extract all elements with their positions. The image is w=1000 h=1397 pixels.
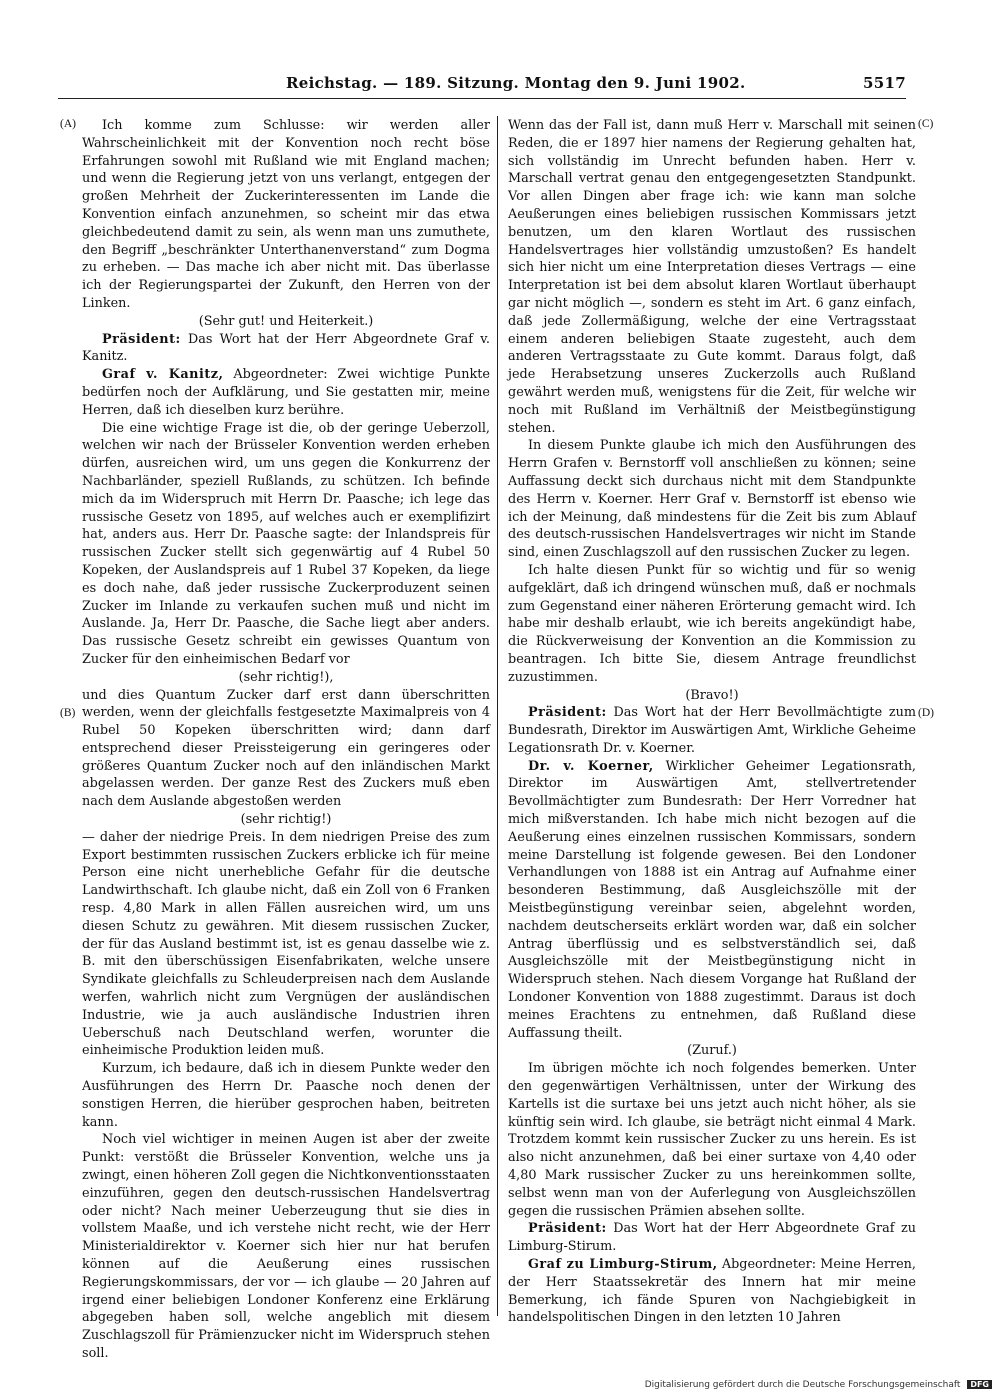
paragraph: Die eine wichtige Frage ist die, ob der geringe Ueberzoll, welchen wir nach der Brüsseler Konvention werden erheben dürfen, ausreichen wird, um uns gegen die Konkurrenz der Nachbarländer, speziell Rußlands, zu schützen. Ich befinde mich da im Widerspruch mit Herrn Dr. Paasche; ich lege das russische Gesetz von 1895, auf welches auch er exemplifizirt hat, anders aus. Herr Dr. Paasche sagte: der Inlandspreis für russischen Zucker stellt sich gegenwärtig auf 4 Rubel 50 Kopeken, der Auslandspreis auf 1 Rubel 37 Kopeken, da liege es doch nahe, daß jeder russische Zuckerproduzent seinen Zucker im Inlande zu verkaufen suchen muß und nicht im Auslande. Ja, Herr Dr. Paasche, die Sache liegt aber anders. Das russische Gesetz schreibt ein gewisses Quantum von Zucker für den einheimischen Bedarf vor [82, 420, 490, 667]
paragraph: Ich komme zum Schlusse: wir werden aller Wahrscheinlichkeit mit der Konvention noch recht böse Erfahrungen sowohl mit Rußland wie mit England machen; und wenn die Regierung jetzt von uns verlangt, entgegen der großen Mehrheit der Zuckerinteressenten im Lande die Konvention einfach anzunehmen, so scheint mir das etwa gleichbedeutend damit zu sein, als wenn man uns zumuthete, den Begriff „beschränkter Unterthanenverstand“ zum Dogma zu erheben. — Das mache ich aber nicht mit. Das überlasse ich der Regierungspartei der Zukunft, den Herren von der Linken. [82, 118, 490, 311]
interjection: (Zuruf.) [687, 1043, 737, 1059]
margin-mark-a: (A) [60, 118, 76, 130]
right-column [508, 117, 916, 1326]
left-column [82, 117, 490, 1361]
paragraph: Noch viel wichtiger in meinen Augen ist aber der zweite Punkt: verstößt die Brüsseler Konvention, welche uns ja zwingt, einen höheren Zoll gegen die Nichtkonventionsstaaten einzuführen, gegen den deutsch-russischen Handelsvertrag oder nicht? Nach meiner Ueberzeugung thut sie dies in vollstem Maaße, und ich verstehe nicht recht, wie der Herr Ministerialdirektor v. Koerner sich hier nur hat berufen können auf die Aeußerung eines russischen Regierungskommissars, der vor — ich glaube — 20 Jahren auf irgend einer beliebigen Londoner Konferenz eine Erklärung abgegeben haben soll, welche angeblich mit diesem Zuschlagszoll für Prämienzucker nicht im Widerspruch stehen soll. [82, 1132, 490, 1361]
speaker-name: Präsident: [528, 705, 607, 721]
speaker-name: Präsident: [102, 331, 181, 347]
speaker-name: Graf v. Kanitz, [102, 367, 224, 383]
speaker-paragraph: Graf zu Limburg-Stirum, Abgeordneter: Meine Herren, der Herr Staatssekretär des Innern hat mir meine Bemerkung, ich fände Spuren von Nachgiebigkeit in handelspolitischen Dingen in den letzten 10 Jahren [508, 1257, 916, 1326]
speaker-paragraph: Präsident: Das Wort hat der Herr Bevollmächtigte zum Bundesrath, Direktor im Auswärtigen Amt, Wirkliche Geheime Legationsrath Dr. v. Koerner. [508, 705, 916, 756]
page-number: 5517 [863, 74, 906, 92]
column-divider [497, 116, 498, 1316]
speaker-paragraph: Dr. v. Koerner, Wirklicher Geheimer Legationsrath, Direktor im Auswärtigen Amt, stellvertretender Bevollmächtigter zum Bundesrath: Der Herr Vorredner hat mich mißverstanden. Ich habe mich nicht bezogen auf die Aeußerung eines einzelnen russischen Kommissars, sondern meine Darstellung ist folgende gewesen. Bei den Londoner Verhandlungen von 1888 ist ein Antrag auf Aufnahme einer besonderen Bestimmung, daß Ausgleichszölle mit der Meistbegünstigung vereinbar seien, abgelehnt worden, nachdem deutscherseits erklärt worden war, daß ein solcher Antrag überflüssig und es selbstverständlich sei, daß Ausgleichszölle mit der Meistbegünstigung nicht in Widerspruch stehen. Nach diesem Vorgange hat Rußland der Londoner Konvention von 1888 zugestimmt. Daraus ist doch meines Erachtens zu entnehmen, daß Rußland diese Auffassung theilt. [508, 758, 916, 1041]
paragraph: Ich halte diesen Punkt für so wichtig und für so wenig aufgeklärt, daß ich dringend wünschen muß, daß er nochmals zum Gegenstand einer näheren Erörterung gemacht wird. Ich habe mir deshalb erlaubt, wie ich bereits angekündigt habe, die Rückverweisung der Konvention an die Kommission zu beantragen. Ich bitte Sie, diesem Antrage freundlichst zuzustimmen. [508, 562, 916, 685]
interjection: (Sehr gut! und Heiterkeit.) [198, 313, 374, 329]
speaker-paragraph: Präsident: Das Wort hat der Herr Abgeordnete Graf v. Kanitz. [82, 331, 490, 365]
page-header [58, 72, 906, 96]
paragraph: Kurzum, ich bedaure, daß ich in diesem Punkte weder den Ausführungen des Herrn Dr. Paasche noch denen der sonstigen Herren, die hierüber gesprochen haben, beitreten kann. [82, 1061, 490, 1130]
speaker-name: Präsident: [528, 1221, 607, 1237]
paragraph: Wenn das der Fall ist, dann muß Herr v. Marschall mit seinen Reden, die er 1897 hier namens der Regierung gehalten hat, sich vollständig im Unrecht befunden haben. Herr v. Marschall vertrat genau den entgegengesetzten Standpunkt. Vor allen Dingen aber frage ich: wie kann man solche Aeußerungen eines beliebigen russischen Kommissars jetzt benutzen, um den klaren Wortlaut des russischen Handelsvertrages hier vollständig umzustoßen? Es handelt sich hier nicht um eine Interpretation dieses Vertrags — eine Interpretation ist bei dem absolut klaren Wortlaut überhaupt gar nicht möglich —, sondern es steht im Art. 6 ganz einfach, daß jede Zollermäßigung, welche der eine Vertragsstaat einem anderen beliebigen Staate zugesteht, auch dem anderen Vertragsstaate zu Gute kommt. Daraus folgt, daß jede Herabsetzung unseres Zuckerzolls auch Rußland gewährt werden muß, wenigstens für die Zeit, für welche wir noch mit Rußland im Verhältniß der Meistbegünstigung stehen. [508, 118, 916, 436]
interjection: (Bravo!) [685, 687, 739, 703]
speaker-name: Dr. v. Koerner, [528, 758, 654, 774]
margin-mark-b: (B) [60, 707, 76, 719]
interjection: (sehr richtig!) [240, 812, 332, 828]
speaker-paragraph: Graf v. Kanitz, Abgeordneter: Zwei wichtige Punkte bedürfen noch der Aufklärung, und Sie gestatten mir, meine Herren, daß ich dieselben kurz berühre. [82, 367, 490, 418]
running-title: Reichstag. — 189. Sitzung. Montag den 9. Juni 1902. [286, 74, 746, 92]
dfg-logo-icon: DFG [967, 1380, 992, 1389]
header-rule [58, 98, 906, 99]
footer-credit-text: Digitalisierung gefördert durch die Deutsche Forschungsgemeinschaft [644, 1380, 961, 1390]
speaker-name: Graf zu Limburg-Stirum, [528, 1257, 718, 1272]
speaker-paragraph: Präsident: Das Wort hat der Herr Abgeordnete Graf zu Limburg-Stirum. [508, 1221, 916, 1255]
footer-credit [645, 1380, 992, 1394]
paragraph: Im übrigen möchte ich noch folgendes bemerken. Unter den gegenwärtigen Verhältnissen, unter der Wirkung des Kartells ist die surtaxe bei uns jetzt auch nicht höher, als sie künftig sein wird. Ich glaube, sie beträgt nicht einmal 4 Mark. Trotzdem kommt kein russischer Zucker zu uns herein. Es ist also nicht anzunehmen, daß bei einer surtaxe von 4,40 oder 4,80 Mark russischer Zucker zu uns hereinkommen sollte, selbst wenn man von der Auferlegung von Ausgleichszöllen gegen die russischen Prämien absehen sollte. [508, 1061, 916, 1219]
margin-mark-d: (D) [918, 707, 934, 719]
interjection: (sehr richtig!), [238, 669, 334, 685]
paragraph: In diesem Punkte glaube ich mich den Ausführungen des Herrn Grafen v. Bernstorff voll anschließen zu können; seine Auffassung deckt sich durchaus nicht mit dem Standpunkte des Herrn v. Koerner. Herr Graf v. Bernstorff ist ebenso wie ich der Meinung, daß mindestens für die Zeit bis zum Ablauf des deutsch-russischen Handelsvertrages wir nicht im Stande sind, einen Zuschlagszoll auf den russischen Zucker zu legen. [508, 438, 916, 561]
paragraph: — daher der niedrige Preis. In dem niedrigen Preise des zum Export bestimmten russischen Zuckers erblicke ich für meine Person eine nicht unerhebliche Gefahr für die deutsche Landwirthschaft. Ich glaube nicht, daß ein Zoll von 6 Franken resp. 4,80 Mark in allen Fällen ausreichen wird, um uns diesen Schutz zu gewähren. Mit diesem russischen Zucker, der für das Ausland bestimmt ist, ist es genau dasselbe wie z. B. mit den überschüssigen Eisenfabrikaten, welche unsere Syndikate gleichfalls zu Schleuderpreisen nach dem Auslande werfen, wahrlich nicht zum Vergnügen der ausländischen Industrie, wie ja auch ausländische Industrien ihren Ueberschuß nach Deutschland werfen, worunter die einheimische Produktion leiden muß. [82, 829, 490, 1059]
paragraph: und dies Quantum Zucker darf erst dann überschritten werden, wenn der gleichfalls festgesetzte Maximalpreis von 4 Rubel 50 Kopeken überschritten wird; dann darf entsprechend dieser Preissteigerung ein geringeres oder größeres Quantum Zucker noch auf den inländischen Markt abgelassen werden. Der ganze Rest des Zuckers muß eben nach dem Auslande abgestoßen werden [82, 687, 490, 810]
margin-mark-c: (C) [918, 118, 934, 130]
